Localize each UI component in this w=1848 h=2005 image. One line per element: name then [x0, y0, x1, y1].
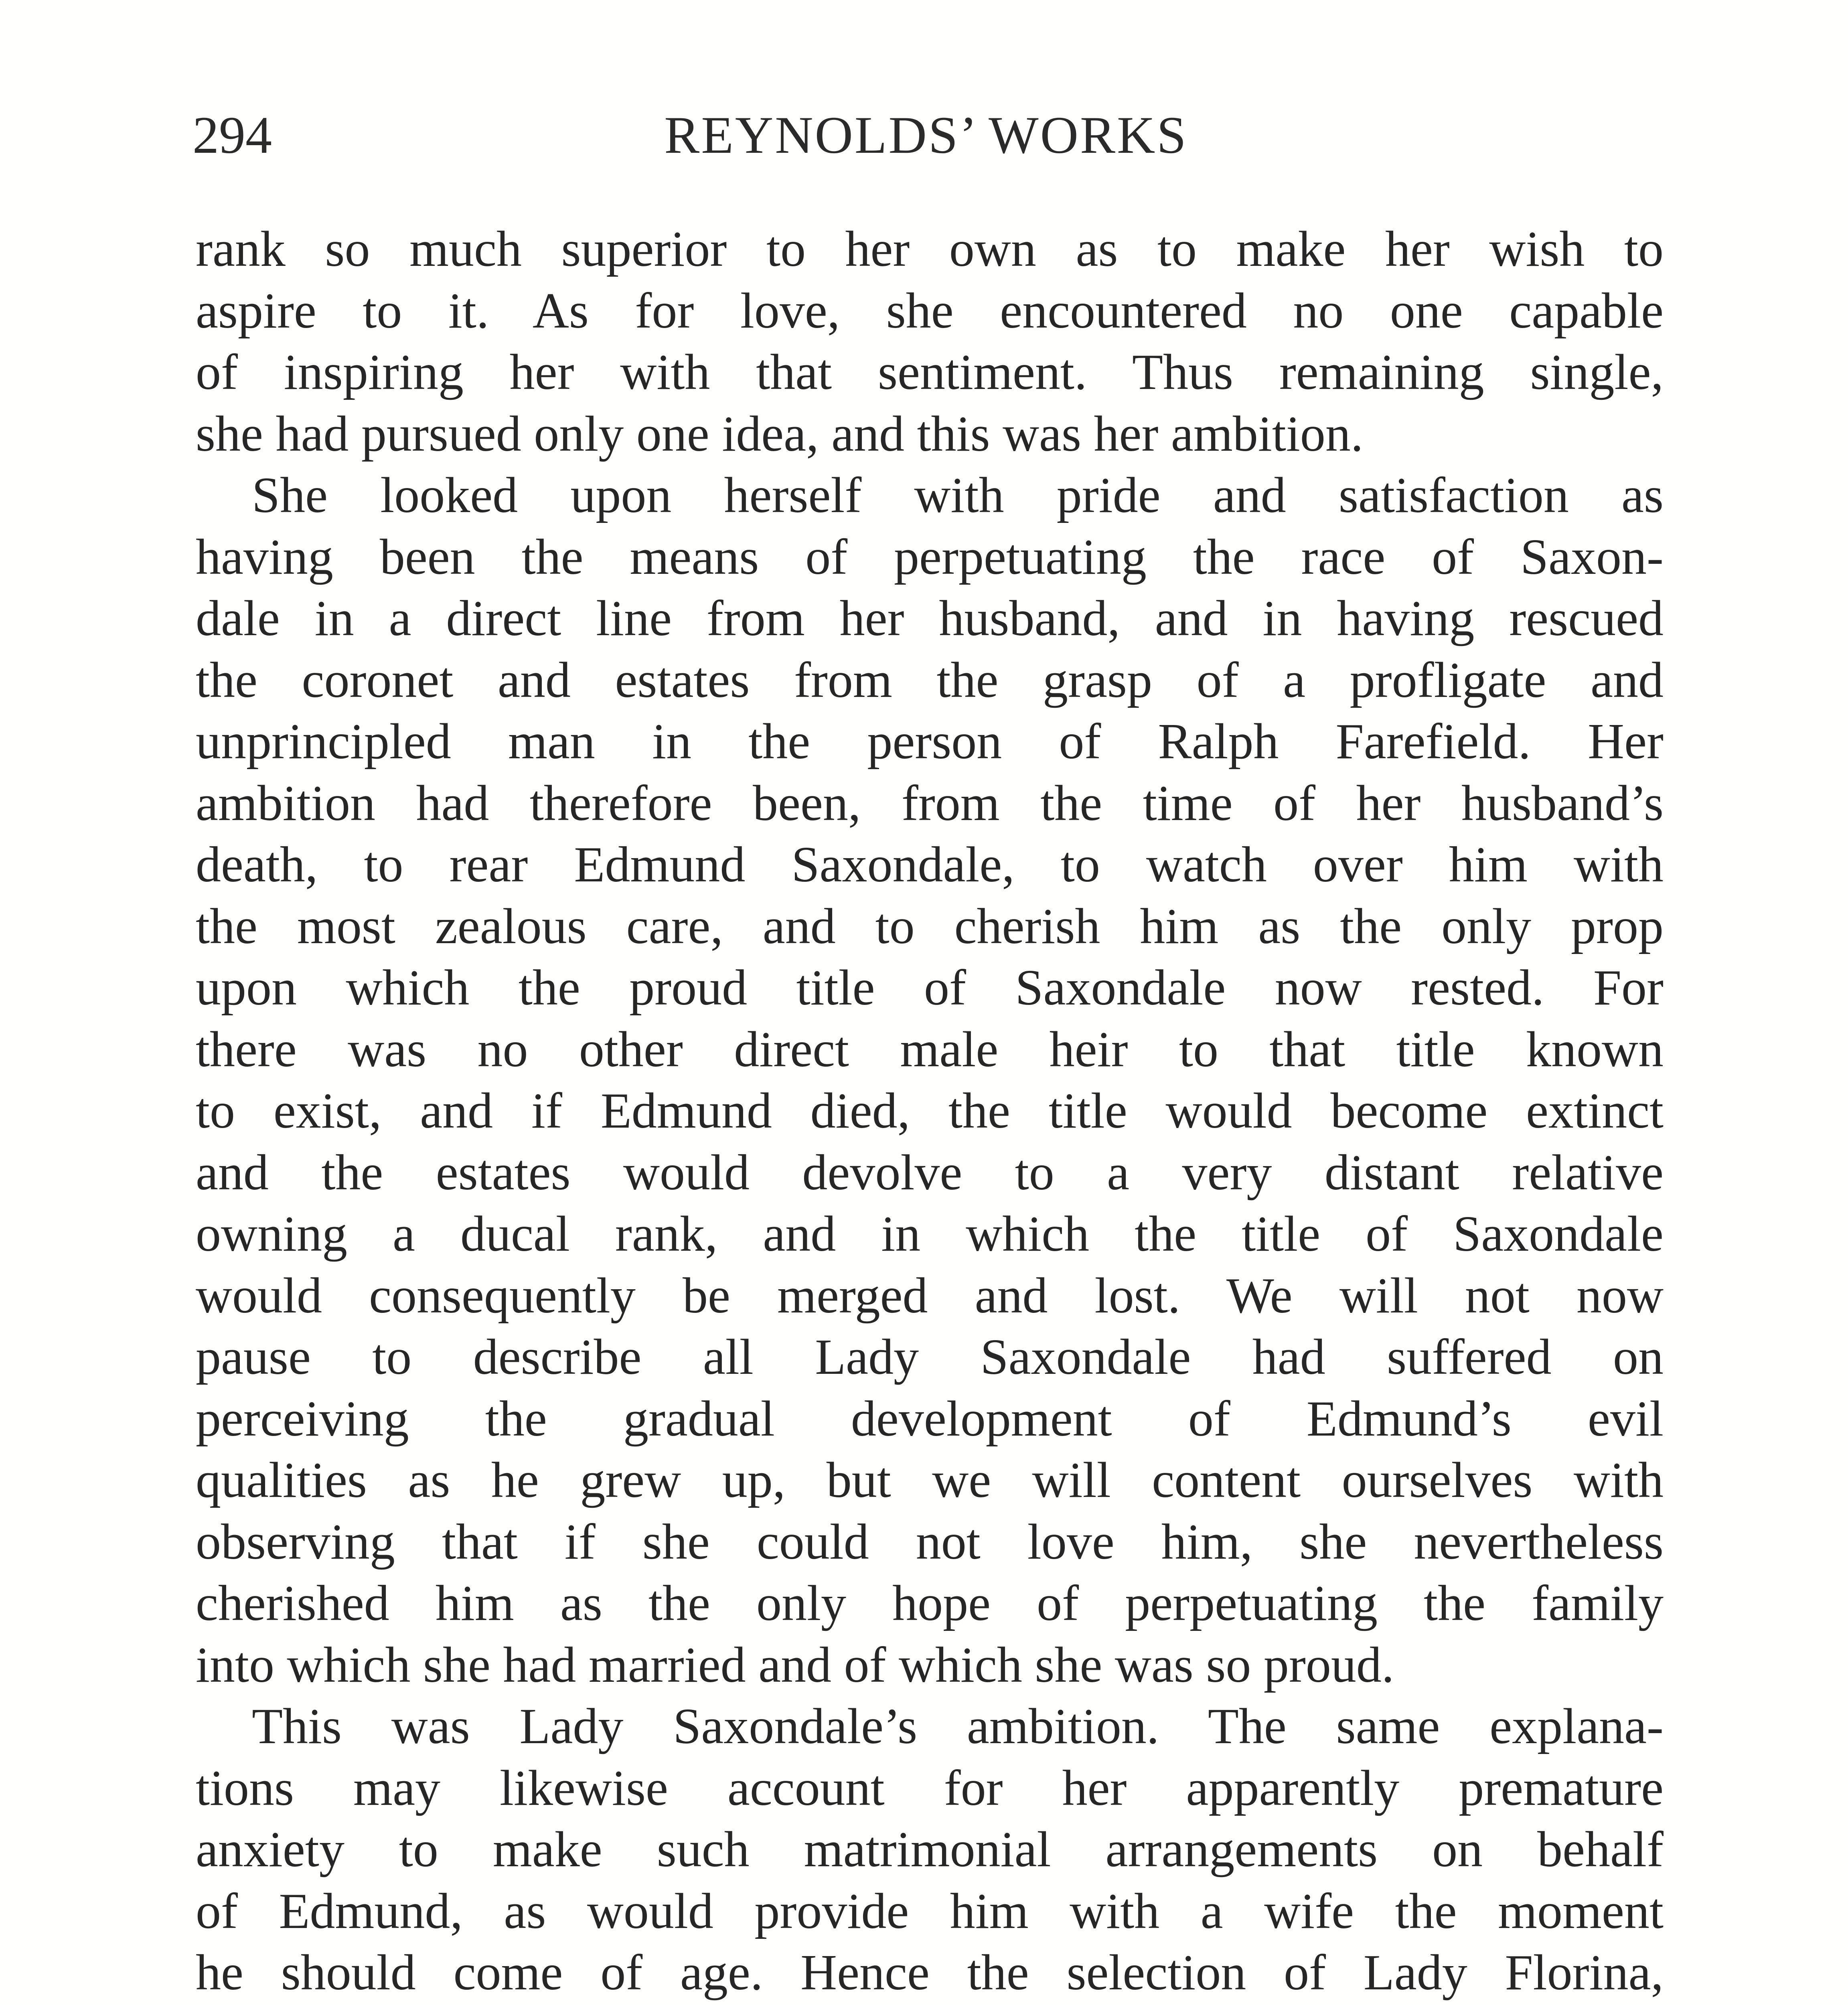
text-line: tions may likewise account for her apparently premature: [196, 1760, 1664, 1816]
text-line: pause to describe all Lady Saxondale had suffered on: [196, 1329, 1664, 1385]
text-line: This was Lady Saxondale’s ambition. The same explana-: [252, 1699, 1664, 1754]
text-line: of inspiring her with that sentiment. Thus remaining single,: [196, 344, 1664, 400]
text-line: observing that if she could not love him, she nevertheless: [196, 1514, 1664, 1570]
text-line: into which she had married and of which she was so proud.: [196, 1637, 1394, 1693]
text-line: ambition had therefore been, from the time of her husband’s: [196, 775, 1664, 831]
running-head: REYNOLDS’ WORKS: [664, 105, 1188, 164]
text-line: aspire to it. As for love, she encountered no one capable: [196, 283, 1664, 339]
text-line: dale in a direct line from her husband, and in having rescued: [196, 591, 1664, 646]
text-line: of Edmund, as would provide him with a wife the moment: [196, 1883, 1664, 1939]
text-line: unprincipled man in the person of Ralph Farefield. Her: [196, 714, 1664, 770]
text-line: would consequently be merged and lost. We will not now: [196, 1268, 1664, 1324]
text-line: perceiving the gradual development of Edmund’s evil: [196, 1391, 1664, 1447]
page-number: 294: [192, 105, 272, 164]
text-line: rank so much superior to her own as to make her wish to: [196, 221, 1664, 277]
text-line: qualities as he grew up, but we will content ourselves with: [196, 1452, 1664, 1508]
text-line: the most zealous care, and to cherish him as the only prop: [196, 898, 1664, 954]
text-line: anxiety to make such matrimonial arrangements on behalf: [196, 1822, 1664, 1877]
page-header: [192, 104, 1660, 184]
text-line: she had pursued only one idea, and this was her ambition.: [196, 406, 1364, 462]
text-line: there was no other direct male heir to that title known: [196, 1021, 1664, 1077]
text-line: death, to rear Edmund Saxondale, to watch over him with: [196, 837, 1664, 893]
text-line: to exist, and if Edmund died, the title would become extinct: [196, 1083, 1664, 1139]
text-line: he should come of age. Hence the selection of Lady Florina,: [196, 1945, 1664, 2001]
text-line: [196, 2004, 1664, 2005]
text-line: the coronet and estates from the grasp of a profligate and: [196, 652, 1664, 708]
body-text: [196, 219, 1664, 2005]
text-line: She looked upon herself with pride and satisfaction as: [252, 468, 1664, 523]
text-line: owning a ducal rank, and in which the title of Saxondale: [196, 1206, 1664, 1262]
text-line: cherished him as the only hope of perpetuating the family: [196, 1576, 1664, 1631]
text-line: having been the means of perpetuating the race of Saxon-: [196, 529, 1664, 585]
text-line: upon which the proud title of Saxondale now rested. For: [196, 960, 1664, 1016]
text-line: and the estates would devolve to a very distant relative: [196, 1144, 1664, 1201]
